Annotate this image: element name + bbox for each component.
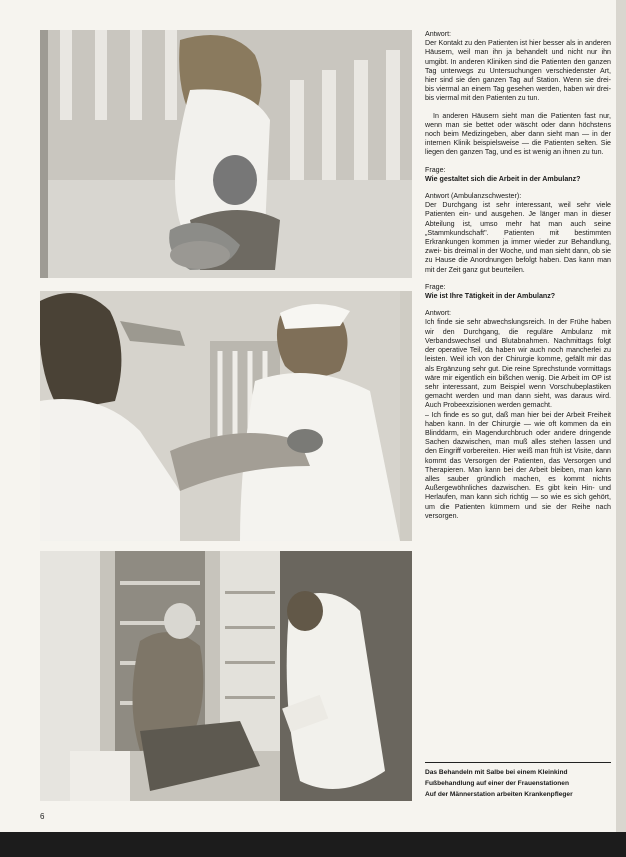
caption-photo-2: Fußbehandlung auf einer der Frauenstationen xyxy=(425,780,569,787)
page-edge-bottom xyxy=(0,832,626,857)
interview-question: Wie ist Ihre Tätigkeit in der Ambulanz? xyxy=(425,292,556,301)
dialog-label: Antwort (Ambulanzschwester): xyxy=(425,192,522,201)
article-text-column xyxy=(425,30,611,800)
foot-treatment-image xyxy=(40,291,412,541)
dialog-label: Antwort: xyxy=(425,30,452,38)
article-paragraph: In anderen Häusern sieht man die Patienten fast nur, wenn man sie bettet oder wäscht oder dann höchstens noch beim Medizingeben, aber dann sieht man — in der internen Klinik beispielsweise — die Patienten selten. Sie liegen den ganzen Tag, und es ist wenig an ihnen zu tun. xyxy=(425,111,611,157)
male-ward-image xyxy=(40,551,412,801)
article-paragraph: Der Kontakt zu den Patienten ist hier besser als in anderen Häusern, weil man ihn ja behandelt und nicht nur ihn umgibt. In anderen Kliniken sind die Patienten den ganzen Tag unterwegs zu Untersuchungen verschiedenster Art, hier sind sie den ganzen Tag auf Station. Wenn sie drei- bis viermal an einem Tag gesehen werden, haben wir drei- bis viermal mit den Patienten zu tun. xyxy=(425,39,611,103)
dialog-label: Frage: xyxy=(425,282,446,291)
photo-nurse-with-infant xyxy=(40,30,412,278)
interview-question: Wie gestaltet sich die Arbeit in der Ambulanz? xyxy=(425,174,581,183)
article-paragraph: – Ich finde es so gut, daß man hier bei der Arbeit Freiheit haben kann. In der Chirurgie — wie oft kommen da ein Blinddarm, ein Magendurchbruch oder andere dringende Sachen dazwischen, man muß alles stehen lassen und den Eingriff vorbereiten. Hier weiß man früh ist Visite, dann kommt das Versorgen der Patienten, das Versorgen und Therapieren. Man kann bei der Arbeit bleiben, man kann alles sauber gründlich machen, es kommt nichts Außergewöhnliches dazwischen. Es gibt kein Hin- und Herlaufen, man kann sich richtig — so wie es sich gehört, um die Patienten kümmern und sie der Reihe nach versorgen. xyxy=(425,410,611,520)
caption-divider xyxy=(425,762,611,763)
caption-photo-3: Auf der Männerstation arbeiten Krankenpfleger xyxy=(425,791,573,798)
article-paragraph: Der Durchgang ist sehr interessant, weil sehr viele Patienten ein- und ausgehen. Je länger man in dieser Abteilung ist, umso mehr hat man auch seine „Stammkundschaft". Patienten mit bestimmten Erkrankungen kommen ja immer wieder zur Behandlung, zwei- bis dreimal in der Woche, und man sieht dann, ob sie zu Hause die Anordnungen befolgt haben. Das kann man mit der Zeit ganz gut beurteilen. xyxy=(425,201,611,274)
photo-male-ward xyxy=(40,551,412,801)
dialog-label: Frage: xyxy=(425,165,446,174)
caption-photo-1: Das Behandeln mit Salbe bei einem Kleinkind xyxy=(425,769,568,776)
photo-foot-treatment xyxy=(40,291,412,541)
dialog-label: Antwort: xyxy=(425,309,452,318)
page-number: 6 xyxy=(40,812,45,821)
photo-captions xyxy=(425,767,611,800)
article-paragraph: Ich finde sie sehr abwechslungsreich. In der Frühe haben wir den Durchgang, die reguläre Ambulanz mit Verbandswechsel und Blutabnahmen. Nachmittags folgt der operative Teil, da haben wir auch noch mancherlei zu leisten. Weil ich von der Chirurgie komme, gefällt mir das als Ergänzung sehr gut. Die reine Sprechstunde vormittags wäre mir eigentlich ein bißchen wenig. Die Arbeit im OP ist sehr interessant, zum Beispiel wenn Vorschubeplastiken gemacht werden und man dann sieht, was daraus wird. Auch Probeexzisionen werden gemacht. xyxy=(425,318,611,410)
infant-treatment-image xyxy=(40,30,412,278)
page-edge-right xyxy=(616,0,626,857)
